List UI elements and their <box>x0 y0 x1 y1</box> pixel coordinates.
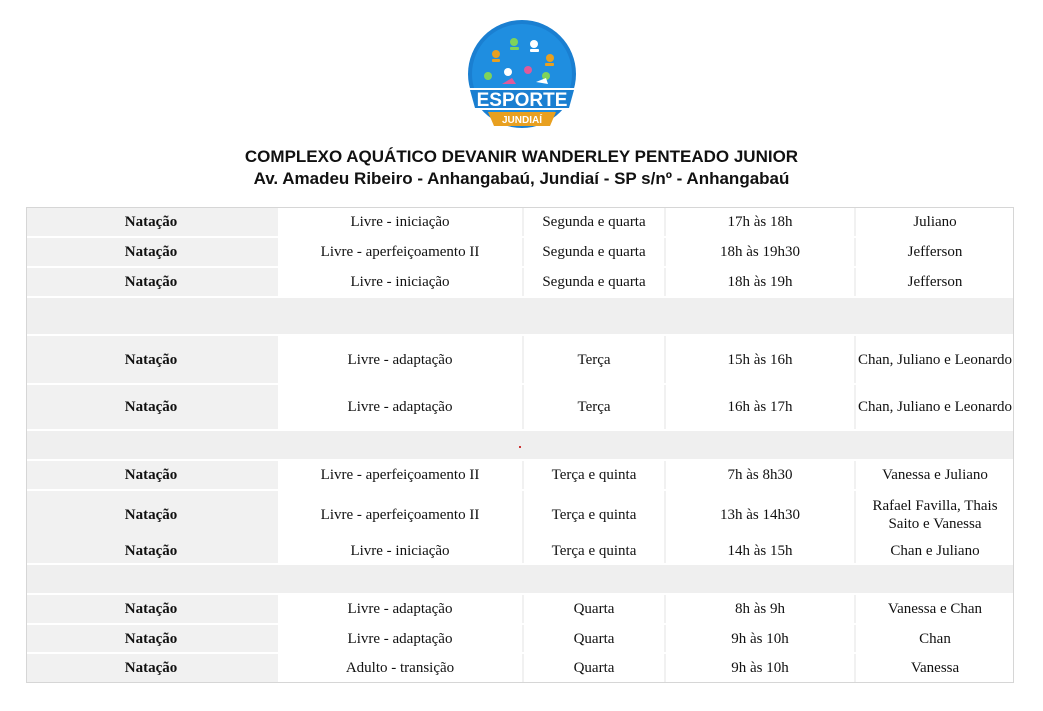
days-cell: Terça <box>524 385 664 429</box>
modality-cell: Livre - aperfeiçoamento II <box>278 491 522 539</box>
table-row <box>26 207 1014 236</box>
activity-cell: Natação <box>26 268 276 296</box>
modality-cell: Adulto - transição <box>278 654 522 682</box>
activity-cell: Natação <box>26 491 276 539</box>
days-cell: Terça e quinta <box>524 491 664 539</box>
time-cell: 8h às 9h <box>666 595 854 623</box>
schedule-table <box>26 207 1014 683</box>
activity-cell: Natação <box>26 461 276 489</box>
time-cell: 9h às 10h <box>666 625 854 652</box>
time-cell: 17h às 18h <box>666 207 854 236</box>
activity-cell: Natação <box>26 207 276 236</box>
address: Av. Amadeu Ribeiro - Anhangabaú, Jundiaí - SP s/nº - Anhangabaú <box>253 169 790 188</box>
days-cell: Terça e quinta <box>524 539 664 563</box>
logo-sub: JUNDIAÍ <box>501 115 543 126</box>
days-cell: Quarta <box>524 625 664 652</box>
section-separator <box>26 565 1014 593</box>
days-cell: Quarta <box>524 654 664 682</box>
logo-word: ESPORTE <box>476 90 568 111</box>
time-cell: 18h às 19h <box>666 268 854 296</box>
time-cell: 9h às 10h <box>666 654 854 682</box>
activity-cell: Natação <box>26 595 276 623</box>
days-cell: Terça <box>524 336 664 383</box>
modality-cell: Livre - adaptação <box>278 595 522 623</box>
time-cell: 14h às 15h <box>666 539 854 563</box>
esporte-jundiai-logo <box>456 14 588 144</box>
table-row <box>26 491 1014 539</box>
table-row <box>26 461 1014 489</box>
section-separator <box>26 298 1014 334</box>
time-cell: 18h às 19h30 <box>666 238 854 266</box>
instructor-cell: Jefferson <box>856 238 1014 266</box>
modality-cell: Livre - aperfeiçoamento II <box>278 461 522 489</box>
days-cell: Segunda e quarta <box>524 238 664 266</box>
activity-cell: Natação <box>26 336 276 383</box>
modality-cell: Livre - aperfeiçoamento II <box>278 238 522 266</box>
modality-cell: Livre - iniciação <box>278 207 522 236</box>
table-row <box>26 238 1014 266</box>
time-cell: 16h às 17h <box>666 385 854 429</box>
activity-cell: Natação <box>26 238 276 266</box>
time-cell: 15h às 16h <box>666 336 854 383</box>
activity-cell: Natação <box>26 654 276 682</box>
modality-cell: Livre - adaptação <box>278 336 522 383</box>
modality-cell: Livre - iniciação <box>278 268 522 296</box>
days-cell: Quarta <box>524 595 664 623</box>
activity-cell: Natação <box>26 539 276 563</box>
instructor-cell: Vanessa e Juliano <box>856 461 1014 489</box>
table-row <box>26 595 1014 623</box>
instructor-cell: Jefferson <box>856 268 1014 296</box>
table-row <box>26 336 1014 383</box>
instructor-cell: Chan, Juliano e Leonardo <box>856 385 1014 429</box>
stray-mark <box>519 446 521 448</box>
table-row <box>26 539 1014 563</box>
table-row <box>26 385 1014 429</box>
time-cell: 7h às 8h30 <box>666 461 854 489</box>
instructor-cell: Juliano <box>856 207 1014 236</box>
section-separator <box>26 431 1014 459</box>
days-cell: Terça e quinta <box>524 461 664 489</box>
table-row <box>26 268 1014 296</box>
time-cell: 13h às 14h30 <box>666 491 854 539</box>
table-row <box>26 654 1014 682</box>
activity-cell: Natação <box>26 625 276 652</box>
instructor-cell: Rafael Favilla, Thais Saito e Vanessa <box>856 491 1014 539</box>
activity-cell: Natação <box>26 385 276 429</box>
table-row <box>26 625 1014 652</box>
instructor-cell: Vanessa e Chan <box>856 595 1014 623</box>
instructor-cell: Vanessa <box>856 654 1014 682</box>
modality-cell: Livre - adaptação <box>278 385 522 429</box>
instructor-cell: Chan e Juliano <box>856 539 1014 563</box>
instructor-cell: Chan <box>856 625 1014 652</box>
days-cell: Segunda e quarta <box>524 268 664 296</box>
instructor-cell: Chan, Juliano e Leonardo <box>856 336 1014 383</box>
modality-cell: Livre - iniciação <box>278 539 522 563</box>
days-cell: Segunda e quarta <box>524 207 664 236</box>
page-title: COMPLEXO AQUÁTICO DEVANIR WANDERLEY PENTEADO JUNIOR <box>244 147 799 166</box>
modality-cell: Livre - adaptação <box>278 625 522 652</box>
